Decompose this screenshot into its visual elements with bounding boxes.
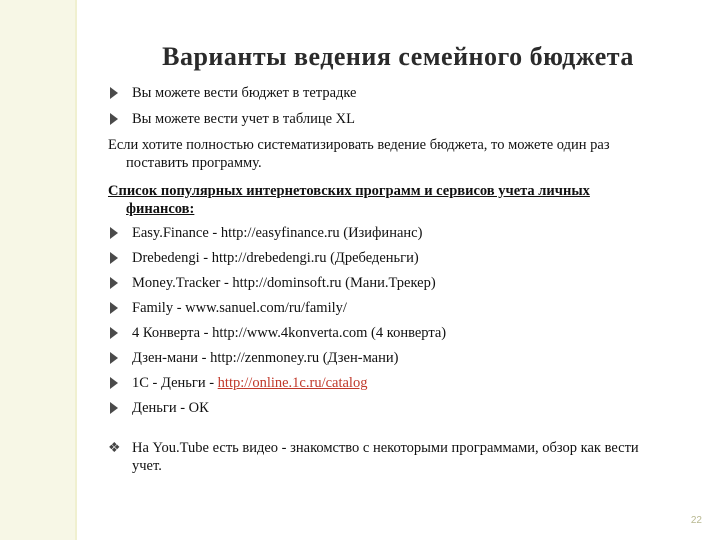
arrow-bullet-icon xyxy=(110,302,118,314)
program-item xyxy=(108,349,693,367)
program-text: Money.Tracker - http://dominsoft.ru (Мани.Трекер) xyxy=(132,275,436,291)
slide-content xyxy=(108,84,693,481)
program-text: Drebedengi - http://drebedengi.ru (Дребеденьги) xyxy=(132,250,419,266)
heading-line: Список популярных интернетовских программ и сервисов учета личных xyxy=(108,183,590,199)
program-item xyxy=(108,299,693,317)
arrow-bullet-icon xyxy=(110,377,118,389)
intro-bullet-text: Вы можете вести учет в таблице XL xyxy=(132,111,356,127)
program-item xyxy=(108,324,693,342)
program-text: Деньги - ОК xyxy=(132,400,209,416)
arrow-bullet-icon xyxy=(110,113,118,125)
paragraph-line: поставить программу. xyxy=(126,155,262,171)
arrow-bullet-icon xyxy=(110,327,118,339)
program-item xyxy=(108,249,693,267)
program-item xyxy=(108,399,693,417)
arrow-bullet-icon xyxy=(110,352,118,364)
intro-bullet xyxy=(108,110,693,128)
intro-bullet-text: Вы можете вести бюджет в тетрадке xyxy=(132,85,357,101)
program-text: Easy.Finance - http://easyfinance.ru (Изифинанс) xyxy=(132,225,423,241)
arrow-bullet-icon xyxy=(110,277,118,289)
program-item xyxy=(108,274,693,292)
intro-paragraph xyxy=(108,136,693,172)
program-text: 4 Конверта - http://www.4konverta.com (4 конверта) xyxy=(132,325,447,341)
youtube-line: учет. xyxy=(132,458,162,474)
arrow-bullet-icon xyxy=(110,227,118,239)
program-text: Family - www.sanuel.com/ru/family/ xyxy=(132,300,347,316)
program-text: Дзен-мани - http://zenmoney.ru (Дзен-мани) xyxy=(132,350,399,366)
arrow-bullet-icon xyxy=(110,87,118,99)
youtube-note xyxy=(108,439,693,475)
page-number: 22 xyxy=(690,515,702,526)
arrow-bullet-icon xyxy=(110,252,118,264)
paragraph-line: Если хотите полностью систематизировать ведение бюджета, то можете один раз xyxy=(108,137,610,153)
program-item-1c xyxy=(108,374,693,392)
program-item xyxy=(108,224,693,242)
left-decorative-line xyxy=(75,0,77,540)
diamond-bullet-icon: ❖ xyxy=(108,441,121,456)
youtube-line: На You.Tube есть видео - знакомство с некоторыми программами, обзор как вести xyxy=(132,440,639,456)
programs-heading xyxy=(108,182,693,218)
program-1c-prefix: 1С - Деньги - xyxy=(132,375,218,391)
intro-bullet xyxy=(108,84,693,102)
slide-title: Варианты ведения семейного бюджета xyxy=(162,42,634,71)
program-1c-link[interactable]: http://online.1c.ru/catalog xyxy=(217,375,368,391)
heading-line: финансов: xyxy=(126,201,195,217)
left-decorative-band xyxy=(0,0,77,540)
arrow-bullet-icon xyxy=(110,402,118,414)
